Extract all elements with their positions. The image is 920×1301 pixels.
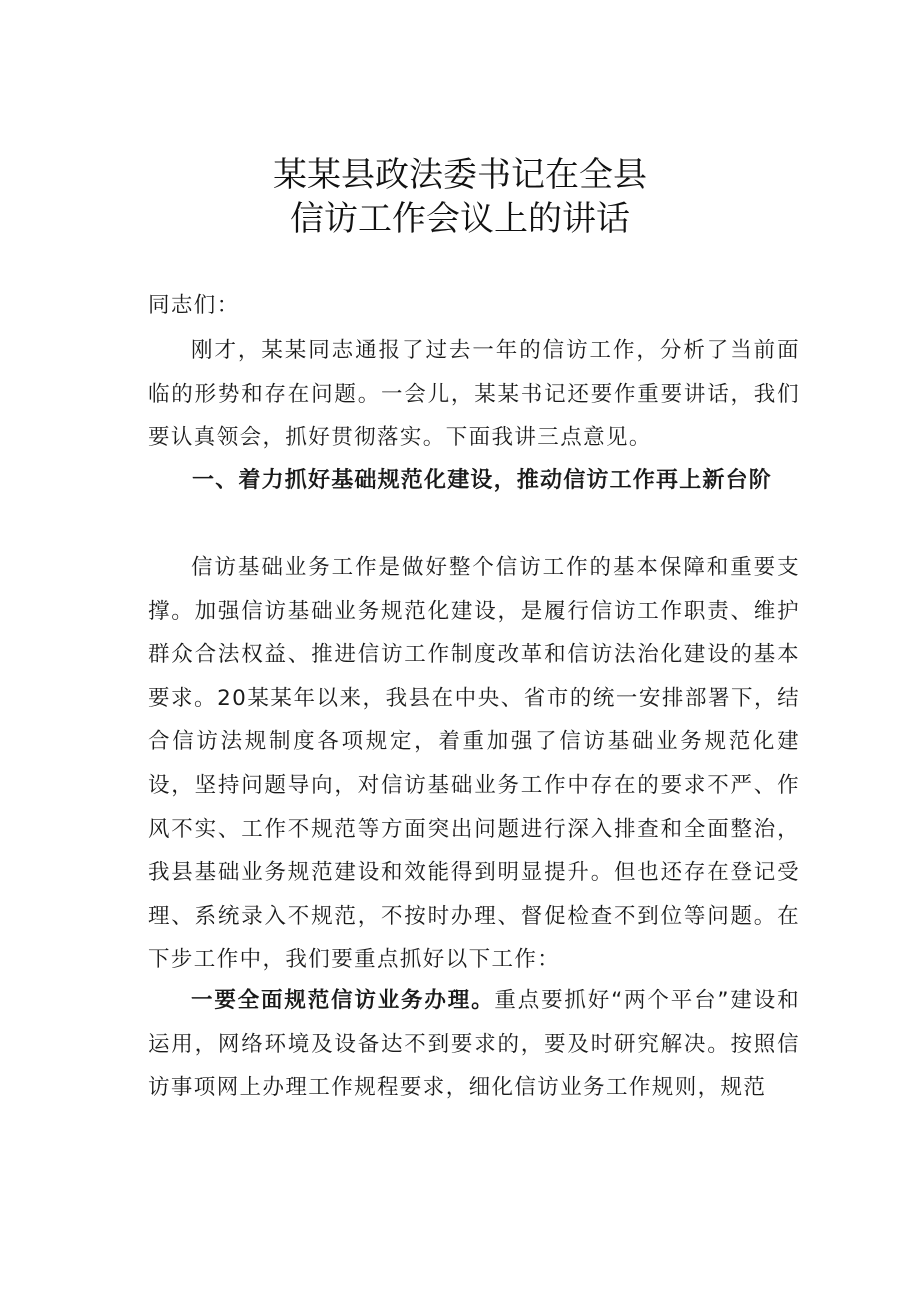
paragraph-body: 重点要抓好“两个平台”建设和运用，网络环境及设备达不到要求的，要及时研究解决。按照信访事项网上办理工作规程要求，细化信访业务工作规则，规范 (148, 988, 800, 1101)
document-title-line-1: 某某县政法委书记在全县 (273, 155, 647, 195)
paragraph-basic-work: 信访基础业务工作是做好整个信访工作的基本保障和重要支撑。加强信访基础业务规范化建设，是履行信访工作职责、维护群众合法权益、推进信访工作制度改革和信访法治化建设的基本要求。20某某年以来，我县在中央、省市的统一安排部署下，结合信访法规制度各项规定，着重加强了信访基础业务规范化建设，坚持问题导向，对信访基础业务工作中存在的要求不严、作风不实、工作不规范等方面突出问题进行深入排查和全面整治，我县基础业务规范建设和效能得到明显提升。但也还存在登记受理、系统录入不规范，不按时办理、督促检查不到位等问题。在下步工作中，我们要重点抓好以下工作： (148, 555, 800, 973)
paragraph-standardize-handling (148, 979, 800, 1110)
paragraph-opening: 刚才，某某同志通报了过去一年的信访工作，分析了当前面临的形势和存在问题。一会儿，某某书记还要作重要讲话，我们要认真领会，抓好贯彻落实。下面我讲三点意见。 (148, 338, 800, 451)
salutation: 同志们： (148, 293, 240, 318)
paragraph-lead-bold: 一要全面规范信访业务办理。 (191, 988, 495, 1013)
section-heading-1: 一、着力抓好基础规范化建设，推动信访工作再上新台阶 (192, 468, 773, 493)
document-title-line-2: 信访工作会议上的讲话 (290, 199, 630, 239)
